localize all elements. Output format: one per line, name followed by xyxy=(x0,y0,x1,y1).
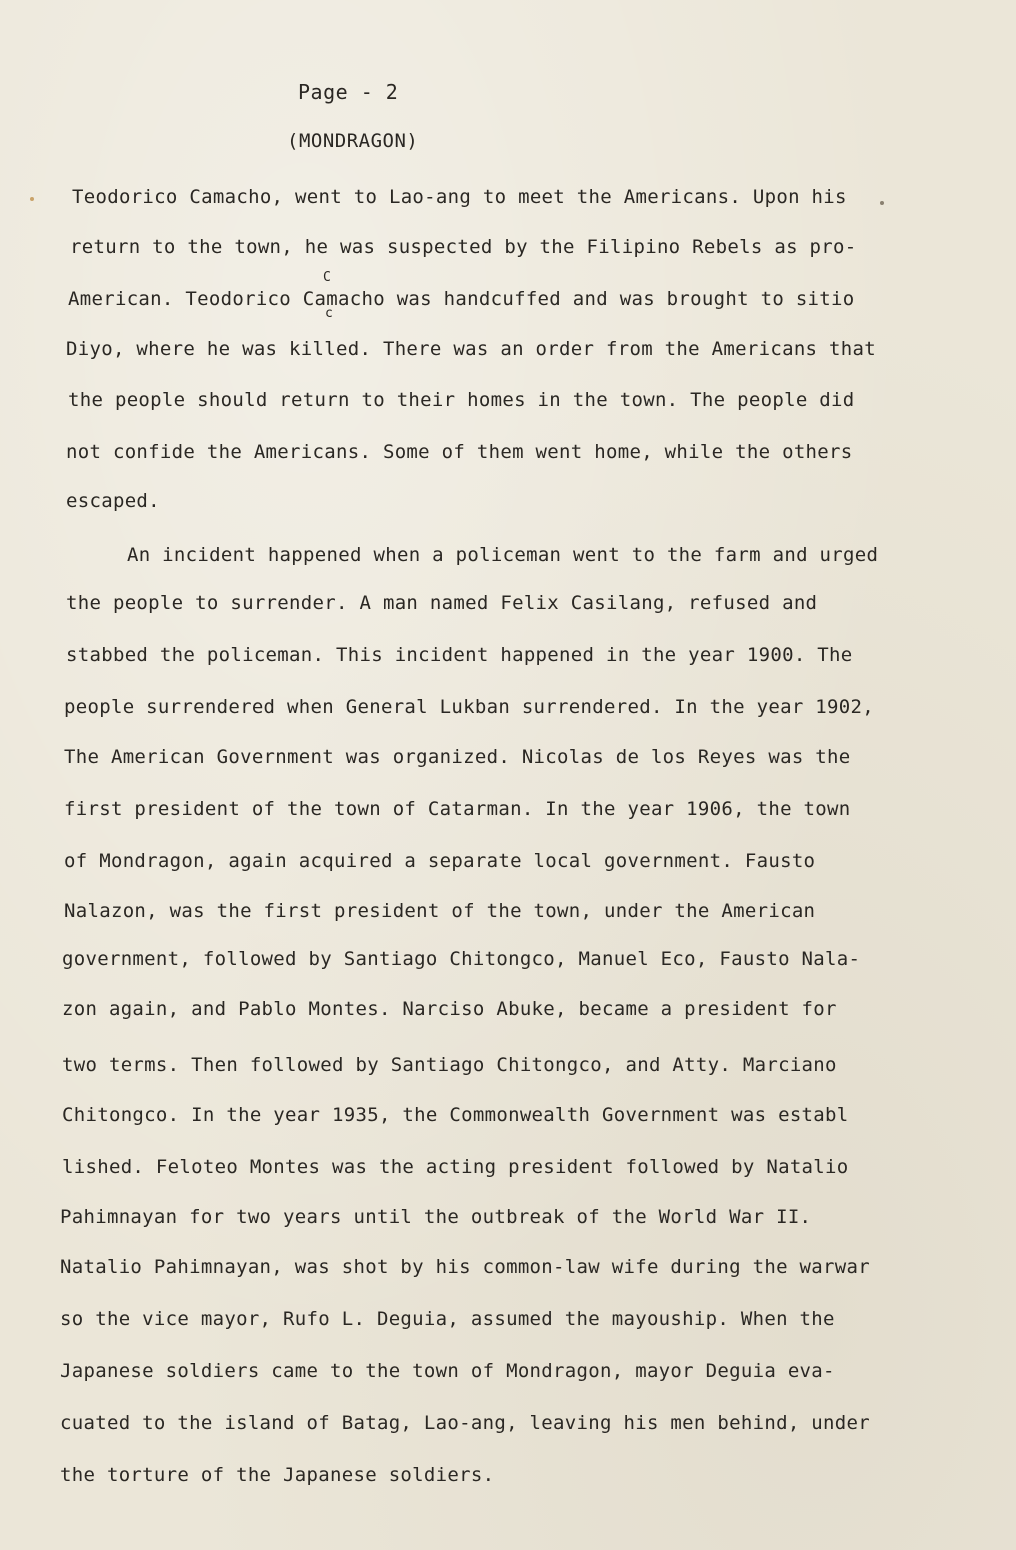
paragraph-2-line-7: of Mondragon, again acquired a separate local government. Fausto xyxy=(64,850,816,872)
paragraph-1-line-7: escaped. xyxy=(66,490,160,512)
paragraph-2-line-6: first president of the town of Catarman. In the year 1906, the town xyxy=(64,798,851,820)
paragraph-2-line-17: Japanese soldiers came to the town of Mondragon, mayor Deguia eva- xyxy=(60,1360,835,1382)
paper-speck xyxy=(880,201,884,205)
paragraph-2-line-5: The American Government was organized. Nicolas de los Reyes was the xyxy=(64,746,851,768)
paragraph-1-line-4: Diyo, where he was killed. There was an order from the Americans that xyxy=(66,338,876,360)
paragraph-1-line-5: the people should return to their homes in the town. The people did xyxy=(68,389,855,411)
paragraph-2-line-12: Chitongco. In the year 1935, the Commonwealth Government was establ xyxy=(62,1104,849,1126)
page-number: Page - 2 xyxy=(298,80,399,104)
paragraph-2-line-19: the torture of the Japanese soldiers. xyxy=(60,1464,495,1486)
paragraph-2-line-3: stabbed the policeman. This incident happened in the year 1900. The xyxy=(66,644,853,666)
paragraph-2-line-9: government, followed by Santiago Chitongco, Manuel Eco, Fausto Nala- xyxy=(62,948,861,970)
paragraph-2-line-15: Natalio Pahimnayan, was shot by his common-law wife during the warwar xyxy=(60,1256,870,1278)
correction-mark-above: C xyxy=(323,270,331,285)
paragraph-2-line-1: An incident happened when a policeman went to the farm and urged xyxy=(80,544,879,566)
correction-mark-below: c xyxy=(325,306,333,321)
paragraph-2-line-4: people surrendered when General Lukban surrendered. In the year 1902, xyxy=(64,696,874,718)
paragraph-2-line-14: Pahimnayan for two years until the outbreak of the World War II. xyxy=(60,1206,812,1228)
paragraph-1-line-1: Teodorico Camacho, went to Lao-ang to meet the Americans. Upon his xyxy=(72,186,847,208)
paragraph-1-line-3: American. Teodorico Camacho was handcuffed and was brought to sitio xyxy=(68,288,855,310)
paragraph-2-line-2: the people to surrender. A man named Felix Casilang, refused and xyxy=(66,592,818,614)
paragraph-2-line-11: two terms. Then followed by Santiago Chitongco, and Atty. Marciano xyxy=(62,1054,837,1076)
paragraph-2-line-18: cuated to the island of Batag, Lao-ang, leaving his men behind, under xyxy=(60,1412,870,1434)
paragraph-1-line-2: return to the town, he was suspected by the Filipino Rebels as pro- xyxy=(70,236,857,258)
paragraph-1-line-6: not confide the Americans. Some of them went home, while the others xyxy=(66,441,853,463)
paragraph-2-line-8: Nalazon, was the first president of the town, under the American xyxy=(64,900,816,922)
section-title: (MONDRAGON) xyxy=(287,130,419,152)
paper-speck xyxy=(30,197,34,201)
paragraph-2-line-10: zon again, and Pablo Montes. Narciso Abuke, became a president for xyxy=(62,998,837,1020)
paragraph-2-line-16: so the vice mayor, Rufo L. Deguia, assumed the mayouship. When the xyxy=(60,1308,835,1330)
paragraph-2-line-13: lished. Feloteo Montes was the acting president followed by Natalio xyxy=(62,1156,849,1178)
